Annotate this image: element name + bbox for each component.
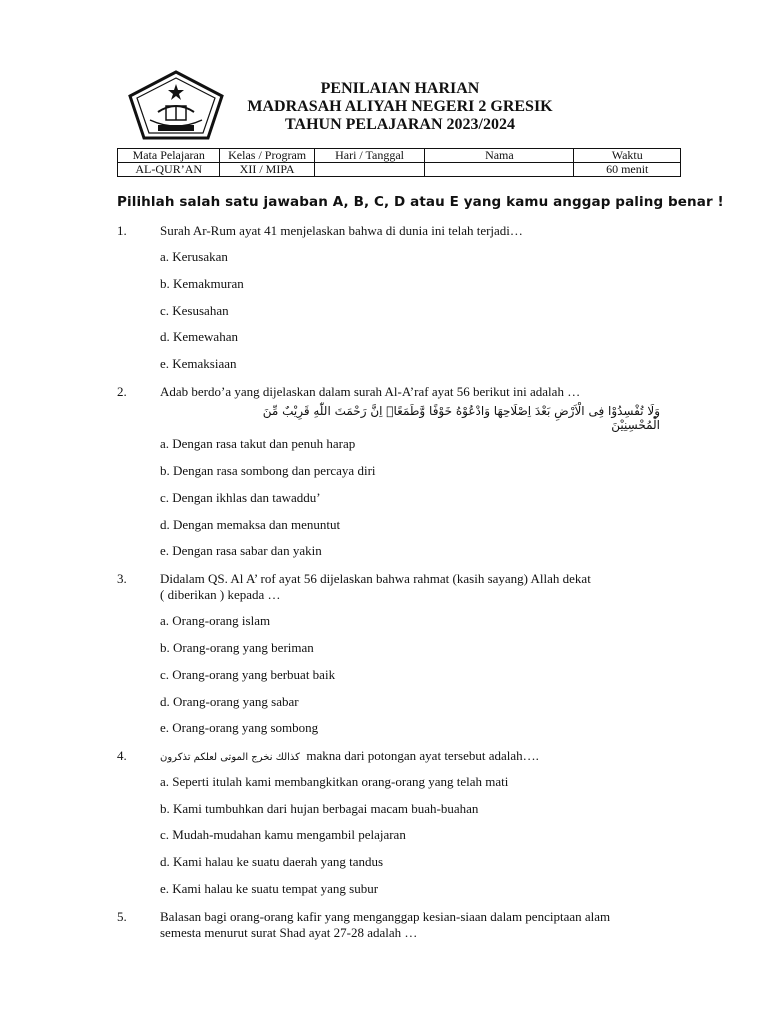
- question-1-option-b: b. Kemakmuran: [160, 276, 244, 291]
- question-3-option-c: c. Orang-orang yang berbuat baik: [160, 667, 336, 682]
- question-5-text-line2: semesta menurut surat Shad ayat 27-28 adalah …: [160, 925, 418, 940]
- question-2-number: 2.: [117, 384, 127, 399]
- question-1-text: Surah Ar-Rum ayat 41 menjelaskan bahwa di dunia ini telah terjadi…: [160, 223, 523, 238]
- question-2-option-c: c. Dengan ikhlas dan tawaddu’: [160, 490, 321, 505]
- question-2-option-a: a. Dengan rasa takut dan penuh harap: [160, 436, 356, 451]
- info-value-subject: AL-QUR’AN: [118, 163, 220, 177]
- instruction-text: Pilihlah salah satu jawaban A, B, C, D atau E yang kamu anggap paling benar !: [117, 194, 724, 210]
- question-3-option-b: b. Orang-orang yang beriman: [160, 640, 314, 655]
- question-2-arabic-verse: وَلَا تُفْسِدُوْا فِى الْاَرْضِ بَعْدَ اِصْلَاحِهَا وَادْعُوْهُ خَوْفًا وَّطَمَعًاۗ اِنَّ رَحْمَتَ اللّٰهِ قَرِيْبٌ مِّنَ الْمُحْسِنِيْنَ: [262, 404, 660, 432]
- question-1-number: 1.: [117, 223, 127, 238]
- info-value-date: [314, 163, 425, 177]
- question-4-option-c: c. Mudah-mudahan kamu mengambil pelajaran: [160, 827, 406, 842]
- question-4-number: 4.: [117, 748, 127, 763]
- question-2-option-d: d. Dengan memaksa dan menuntut: [160, 517, 341, 532]
- question-4-text-wrapper: [160, 747, 660, 766]
- question-3-option-a: a. Orang-orang islam: [160, 613, 271, 628]
- info-header-name: Nama: [425, 149, 574, 163]
- info-header-subject: Mata Pelajaran: [118, 149, 220, 163]
- question-3-option-d: d. Orang-orang yang sabar: [160, 694, 299, 709]
- question-4-arabic: كذالك نخرج الموتى لعلكم تذكرون: [160, 752, 300, 763]
- question-2-text: Adab berdo’a yang dijelaskan dalam surah Al-A’raf ayat 56 berikut ini adalah …: [160, 384, 581, 399]
- info-table: [117, 148, 681, 177]
- info-header-date: Hari / Tanggal: [314, 149, 425, 163]
- info-table-value-row: [118, 163, 681, 177]
- info-value-time: 60 menit: [574, 163, 681, 177]
- question-1-option-c: c. Kesusahan: [160, 303, 229, 318]
- info-header-class: Kelas / Program: [220, 149, 314, 163]
- question-3-option-e: e. Orang-orang yang sombong: [160, 720, 319, 735]
- question-5-number: 5.: [117, 909, 127, 924]
- question-4-option-a: a. Seperti itulah kami membangkitkan orang-orang yang telah mati: [160, 774, 509, 789]
- question-1-option-d: d. Kemewahan: [160, 329, 238, 344]
- question-4-option-b: b. Kami tumbuhkan dari hujan berbagai macam buah-buahan: [160, 801, 479, 816]
- question-3-text-line1: Didalam QS. Al A’ rof ayat 56 dijelaskan bahwa rahmat (kasih sayang) Allah dekat: [160, 571, 591, 586]
- info-table-header-row: [118, 149, 681, 163]
- info-header-time: Waktu: [574, 149, 681, 163]
- header-title: PENILAIAN HARIAN: [320, 80, 480, 97]
- document-header: [200, 80, 600, 134]
- question-5-text-line1: Balasan bagi orang-orang kafir yang menganggap kesian-siaan dalam penciptaan alam: [160, 909, 611, 924]
- question-2-option-e: e. Dengan rasa sabar dan yakin: [160, 543, 322, 558]
- question-2-option-b: b. Dengan rasa sombong dan percaya diri: [160, 463, 376, 478]
- question-4-option-e: e. Kami halau ke suatu tempat yang subur: [160, 881, 379, 896]
- question-4-option-d: d. Kami halau ke suatu daerah yang tandus: [160, 854, 384, 869]
- question-3-number: 3.: [117, 571, 127, 586]
- question-1-option-e: e. Kemaksiaan: [160, 356, 237, 371]
- info-value-class: XII / MIPA: [220, 163, 314, 177]
- header-year: TAHUN PELAJARAN 2023/2024: [285, 116, 515, 133]
- question-1-option-a: a. Kerusakan: [160, 249, 228, 264]
- info-value-name: [425, 163, 574, 177]
- question-4-text: makna dari potongan ayat tersebut adalah….: [306, 748, 539, 763]
- question-3-text-line2: ( diberikan ) kepada …: [160, 587, 281, 602]
- header-school: MADRASAH ALIYAH NEGERI 2 GRESIK: [247, 98, 553, 115]
